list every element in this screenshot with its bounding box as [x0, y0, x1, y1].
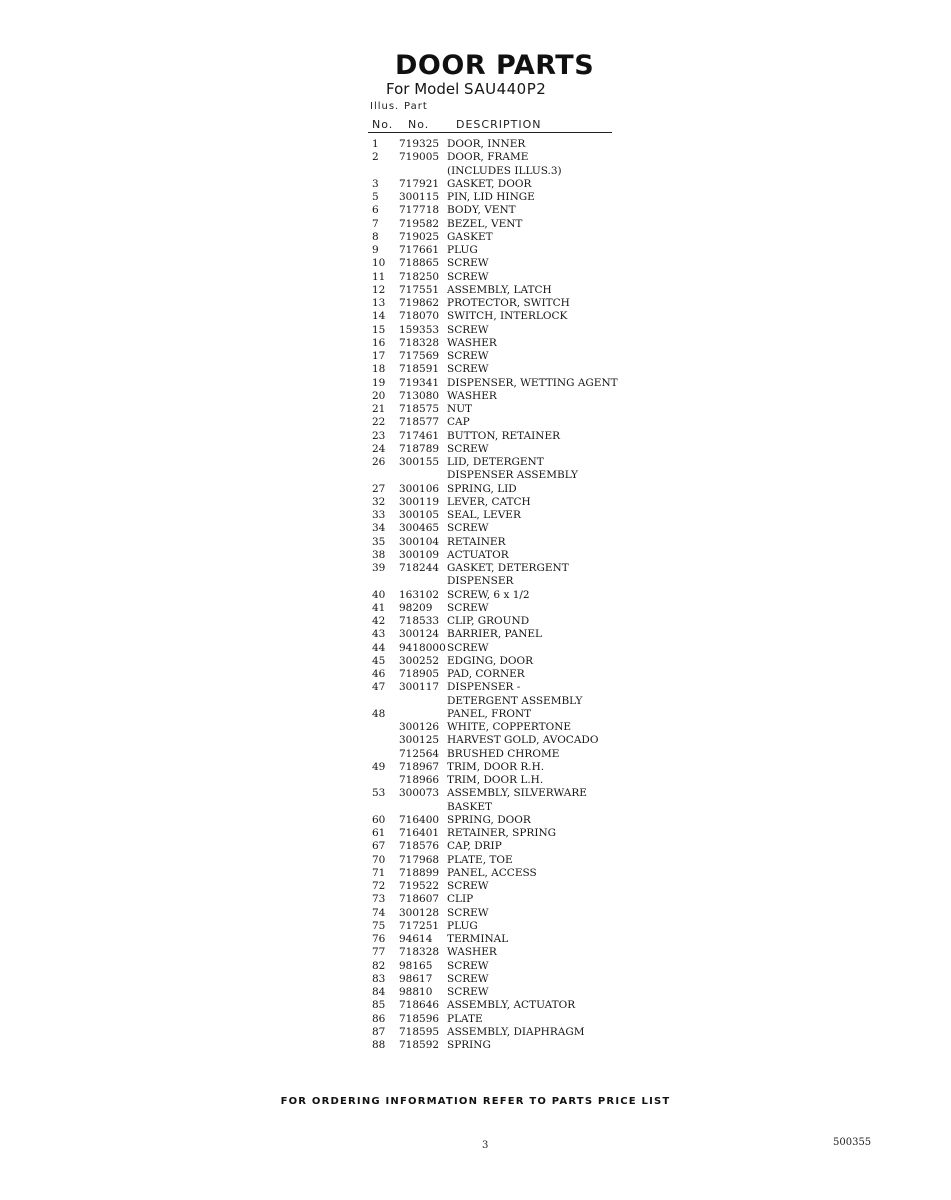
part-number: 718789: [399, 442, 440, 455]
part-description: BASKET: [447, 800, 493, 813]
parts-row: [372, 880, 622, 893]
parts-row: [372, 774, 622, 787]
illus-number: 18: [372, 363, 386, 376]
part-number: 718646: [399, 999, 440, 1012]
part-number: 159353: [399, 323, 440, 336]
part-description: EDGING, DOOR: [447, 654, 534, 667]
illus-number: 82: [372, 959, 386, 972]
parts-row: [372, 589, 622, 602]
part-description: BARRIER, PANEL: [447, 628, 543, 641]
part-description: DISPENSER -: [447, 681, 521, 694]
part-description: ASSEMBLY, LATCH: [447, 283, 552, 296]
parts-row: [372, 416, 622, 429]
part-description: PLATE: [447, 1012, 483, 1025]
parts-row: [372, 1013, 622, 1026]
part-number: 718591: [399, 363, 440, 376]
parts-row: [372, 787, 622, 800]
part-description: PLATE, TOE: [447, 853, 513, 866]
part-number: 300073: [399, 787, 440, 800]
part-description: SCREW: [447, 972, 489, 985]
illus-number: 13: [372, 297, 386, 309]
part-description: PANEL, ACCESS: [447, 866, 537, 879]
parts-row: [372, 655, 622, 668]
parts-row: [372, 893, 622, 906]
illus-number: 12: [372, 283, 386, 296]
illus-number: 49: [372, 760, 386, 773]
parts-row: [372, 483, 622, 496]
part-description: LID, DETERGENT: [447, 456, 544, 468]
part-description: SCREW: [447, 350, 489, 362]
parts-row: [372, 310, 622, 323]
part-number: 718905: [399, 668, 440, 680]
document-code: 500355: [833, 1137, 872, 1148]
part-number: 94614: [399, 933, 433, 945]
illus-number: 42: [372, 615, 386, 627]
parts-row: [372, 761, 622, 774]
parts-row: [372, 522, 622, 535]
part-number: 98209: [399, 601, 433, 614]
illus-number: 84: [372, 986, 386, 998]
illus-number: 40: [372, 588, 386, 601]
parts-row: [372, 854, 622, 867]
part-number: 717569: [399, 350, 440, 362]
part-number: 300126: [399, 721, 440, 733]
part-number: 300128: [399, 906, 440, 919]
part-description: WASHER: [447, 336, 497, 349]
part-description: GASKET, DETERGENT: [447, 562, 569, 574]
parts-row: [372, 138, 622, 151]
part-description: DOOR, FRAME: [447, 151, 529, 164]
illus-number: 76: [372, 933, 386, 945]
part-description: SCREW: [447, 641, 489, 654]
illus-number: 1: [372, 138, 379, 150]
parts-row: [372, 801, 622, 814]
part-number: 713080: [399, 389, 440, 402]
part-number: 718595: [399, 1025, 440, 1038]
part-description: SCREW: [447, 959, 489, 972]
parts-row: [372, 443, 622, 456]
part-number: 300106: [399, 482, 440, 495]
parts-row: [372, 973, 622, 986]
part-description: SCREW: [447, 257, 489, 270]
parts-row: [372, 284, 622, 297]
part-description: WASHER: [447, 389, 497, 402]
part-number: 718070: [399, 310, 440, 323]
part-number: 300124: [399, 628, 440, 641]
illus-number: 24: [372, 442, 386, 455]
illus-number: 3: [372, 177, 379, 190]
part-description: SEAL, LEVER: [447, 509, 521, 521]
illus-number: 14: [372, 310, 386, 323]
parts-row: [372, 642, 622, 655]
illus-number: 75: [372, 919, 386, 932]
parts-row: [372, 1039, 622, 1052]
illus-number: 17: [372, 350, 386, 362]
part-number: 163102: [399, 588, 440, 601]
part-number: 717251: [399, 919, 440, 932]
part-description: CAP: [447, 416, 470, 429]
parts-row: [372, 615, 622, 628]
part-description: PIN, LID HINGE: [447, 191, 535, 203]
parts-row: [372, 218, 622, 231]
illus-number: 33: [372, 509, 386, 521]
parts-row: [372, 456, 622, 469]
part-description: SCREW: [447, 986, 489, 998]
illus-number: 53: [372, 787, 386, 800]
illus-number: 20: [372, 389, 386, 402]
page-title: DOOR PARTS: [395, 50, 595, 81]
part-description: ASSEMBLY, DIAPHRAGM: [447, 1025, 585, 1038]
part-description: ASSEMBLY, ACTUATOR: [447, 999, 576, 1012]
part-description: RETAINER, SPRING: [447, 827, 557, 839]
part-number: 719005: [399, 151, 440, 164]
illus-number: 67: [372, 840, 386, 853]
parts-row: [372, 324, 622, 337]
parts-row: [372, 708, 622, 721]
part-number: 98617: [399, 972, 433, 985]
part-number: 718328: [399, 946, 440, 959]
part-number: 300105: [399, 509, 440, 521]
part-number: 717661: [399, 244, 440, 256]
illus-number: 87: [372, 1025, 386, 1038]
part-description: CAP, DRIP: [447, 840, 502, 853]
description-column-header: DESCRIPTION: [456, 118, 542, 131]
parts-row: [372, 960, 622, 973]
part-description: HARVEST GOLD, AVOCADO: [447, 734, 599, 747]
parts-row: [372, 151, 622, 164]
part-number: 718576: [399, 840, 440, 853]
page-number: 3: [482, 1140, 489, 1151]
illus-number: 46: [372, 668, 386, 680]
part-description: DETERGENT ASSEMBLY: [447, 694, 583, 707]
illus-number: 85: [372, 999, 386, 1012]
illus-number: 2: [372, 151, 379, 164]
part-description: BEZEL, VENT: [447, 217, 523, 230]
part-description: PROTECTOR, SWITCH: [447, 297, 570, 309]
illus-number: 47: [372, 681, 386, 694]
part-description: CLIP, GROUND: [447, 615, 530, 627]
part-description: SCREW: [447, 880, 489, 892]
parts-row: [372, 178, 622, 191]
part-number: 300119: [399, 495, 440, 508]
parts-row: [372, 814, 622, 827]
part-number: 719025: [399, 230, 440, 243]
part-number: 717968: [399, 853, 440, 866]
illus-number: 72: [372, 880, 386, 892]
illus-number: 15: [372, 323, 386, 336]
illus-number: 34: [372, 522, 386, 535]
model-prefix: For Model: [386, 80, 460, 98]
part-description: SPRING, DOOR: [447, 813, 531, 826]
parts-row: [372, 986, 622, 999]
illus-number: 39: [372, 562, 386, 574]
illus-number: 10: [372, 257, 386, 270]
illus-number: 73: [372, 893, 386, 906]
part-number: 716400: [399, 813, 440, 826]
parts-row: [372, 721, 622, 734]
illus-number: 27: [372, 482, 386, 495]
part-number: 98165: [399, 959, 433, 972]
parts-row: [372, 748, 622, 761]
parts-row: [372, 165, 622, 178]
part-description: SPRING, LID: [447, 482, 517, 495]
part-column-top-label: Part: [404, 101, 428, 112]
part-description: DISPENSER, WETTING AGENT: [447, 376, 618, 389]
part-description: GASKET, DOOR: [447, 177, 532, 190]
illus-number: 21: [372, 403, 386, 415]
parts-row: [372, 496, 622, 509]
part-column-header: No.: [408, 118, 430, 131]
illus-number: 35: [372, 535, 386, 548]
illus-number: 38: [372, 548, 386, 561]
part-number: 718533: [399, 615, 440, 627]
part-description: TRIM, DOOR R.H.: [447, 760, 545, 773]
illus-number: 86: [372, 1012, 386, 1025]
parts-row: [372, 734, 622, 747]
part-number: 719522: [399, 880, 440, 892]
illus-column-header: No.: [372, 118, 394, 131]
part-description: TERMINAL: [447, 933, 509, 945]
illus-number: 45: [372, 654, 386, 667]
part-description: WHITE, COPPERTONE: [447, 721, 572, 733]
parts-row: [372, 1026, 622, 1039]
part-number: 718575: [399, 403, 440, 415]
illus-number: 70: [372, 853, 386, 866]
part-description: SCREW: [447, 363, 489, 376]
part-description: CLIP: [447, 893, 474, 906]
illus-number: 22: [372, 416, 386, 429]
part-description: PAD, CORNER: [447, 668, 525, 680]
illus-number: 7: [372, 217, 379, 230]
part-description: RETAINER: [447, 535, 506, 548]
part-number: 716401: [399, 827, 440, 839]
illus-number: 61: [372, 827, 386, 839]
part-number: 718596: [399, 1012, 440, 1025]
parts-row: [372, 628, 622, 641]
part-description: NUT: [447, 403, 473, 415]
part-number: 300252: [399, 654, 440, 667]
part-description: SCREW, 6 x 1/2: [447, 588, 530, 601]
part-description: DOOR, INNER: [447, 138, 526, 150]
illus-number: 19: [372, 376, 386, 389]
part-number: 718592: [399, 1039, 440, 1051]
part-number: 300109: [399, 548, 440, 561]
illus-number: 88: [372, 1039, 386, 1051]
part-description: DISPENSER: [447, 575, 514, 588]
part-description: SWITCH, INTERLOCK: [447, 310, 568, 323]
model-number: SAU440P2: [464, 80, 547, 98]
illus-number: 11: [372, 270, 386, 283]
part-description: BUTTON, RETAINER: [447, 429, 561, 442]
parts-row: [372, 668, 622, 681]
part-number: 300115: [399, 191, 440, 203]
parts-row: [372, 244, 622, 257]
illus-number: 44: [372, 641, 386, 654]
parts-row: [372, 549, 622, 562]
part-description: TRIM, DOOR L.H.: [447, 774, 544, 786]
part-number: 300155: [399, 456, 440, 468]
parts-row: [372, 377, 622, 390]
illus-number: 32: [372, 495, 386, 508]
parts-row: [372, 907, 622, 920]
part-description: GASKET: [447, 230, 493, 243]
parts-row: [372, 469, 622, 482]
parts-row: [372, 257, 622, 270]
part-number: 718865: [399, 257, 440, 270]
part-description: SCREW: [447, 323, 489, 336]
illus-number: 26: [372, 456, 386, 468]
part-number: 718966: [399, 774, 440, 786]
part-number: 98810: [399, 986, 433, 998]
part-description: SCREW: [447, 601, 489, 614]
part-number: 718899: [399, 866, 440, 879]
part-number: 719582: [399, 217, 440, 230]
part-number: 300465: [399, 522, 440, 535]
illus-number: 77: [372, 946, 386, 959]
part-description: PLUG: [447, 244, 478, 256]
parts-row: [372, 337, 622, 350]
parts-row: [372, 191, 622, 204]
part-description: SCREW: [447, 270, 489, 283]
parts-row: [372, 536, 622, 549]
parts-row: [372, 933, 622, 946]
part-number: 718577: [399, 416, 440, 429]
parts-row: [372, 575, 622, 588]
part-description: SCREW: [447, 522, 489, 535]
part-number: 718967: [399, 760, 440, 773]
part-description: ACTUATOR: [447, 548, 509, 561]
illus-number: 41: [372, 601, 386, 614]
illus-number: 43: [372, 628, 386, 641]
part-number: 300104: [399, 535, 440, 548]
parts-row: [372, 430, 622, 443]
part-number: 300117: [399, 681, 440, 694]
ordering-note: FOR ORDERING INFORMATION REFER TO PARTS PRICE LIST: [280, 1096, 671, 1107]
parts-row: [372, 840, 622, 853]
part-number: 719341: [399, 376, 440, 389]
parts-row: [372, 231, 622, 244]
illus-number: 16: [372, 336, 386, 349]
parts-row: [372, 509, 622, 522]
part-description: SCREW: [447, 906, 489, 919]
part-number: 717461: [399, 429, 440, 442]
parts-row: [372, 920, 622, 933]
model-subtitle: [386, 80, 546, 98]
parts-row: [372, 271, 622, 284]
part-description: BODY, VENT: [447, 204, 516, 217]
parts-row: [372, 681, 622, 694]
illus-number: 9: [372, 244, 379, 256]
part-number: 300125: [399, 734, 440, 747]
parts-row: [372, 562, 622, 575]
parts-row: [372, 946, 622, 959]
part-number: 712564: [399, 747, 440, 760]
illus-number: 8: [372, 230, 379, 243]
illus-number: 48: [372, 707, 386, 720]
part-description: SCREW: [447, 442, 489, 455]
part-number: 718328: [399, 336, 440, 349]
illus-number: 23: [372, 429, 386, 442]
part-description: PANEL, FRONT: [447, 707, 532, 720]
parts-row: [372, 403, 622, 416]
part-number: 718250: [399, 270, 440, 283]
parts-row: [372, 204, 622, 217]
part-description: DISPENSER ASSEMBLY: [447, 469, 578, 482]
parts-row: [372, 390, 622, 403]
part-description: SPRING: [447, 1039, 491, 1051]
parts-list: [372, 138, 622, 1052]
parts-row: [372, 695, 622, 708]
part-number: 719325: [399, 138, 440, 150]
part-description: PLUG: [447, 919, 478, 932]
parts-row: [372, 602, 622, 615]
part-number: 9418000: [399, 641, 446, 654]
part-description: (INCLUDES ILLUS.3): [447, 164, 562, 177]
illus-number: 74: [372, 906, 386, 919]
part-description: LEVER, CATCH: [447, 495, 531, 508]
header-rule: [368, 132, 612, 133]
illus-number: 6: [372, 204, 379, 217]
part-number: 717921: [399, 177, 440, 190]
part-description: WASHER: [447, 946, 497, 959]
illus-number: 83: [372, 972, 386, 985]
part-description: ASSEMBLY, SILVERWARE: [447, 787, 587, 800]
parts-row: [372, 350, 622, 363]
part-description: BRUSHED CHROME: [447, 747, 560, 760]
part-number: 719862: [399, 297, 440, 309]
illus-column-top-label: Illus.: [370, 101, 400, 112]
illus-number: 60: [372, 813, 386, 826]
parts-row: [372, 999, 622, 1012]
parts-row: [372, 297, 622, 310]
part-number: 718244: [399, 562, 440, 574]
parts-row: [372, 827, 622, 840]
parts-row: [372, 867, 622, 880]
part-number: 717551: [399, 283, 440, 296]
illus-number: 5: [372, 191, 379, 203]
illus-number: 71: [372, 866, 386, 879]
part-number: 717718: [399, 204, 440, 217]
part-number: 718607: [399, 893, 440, 906]
parts-row: [372, 363, 622, 376]
